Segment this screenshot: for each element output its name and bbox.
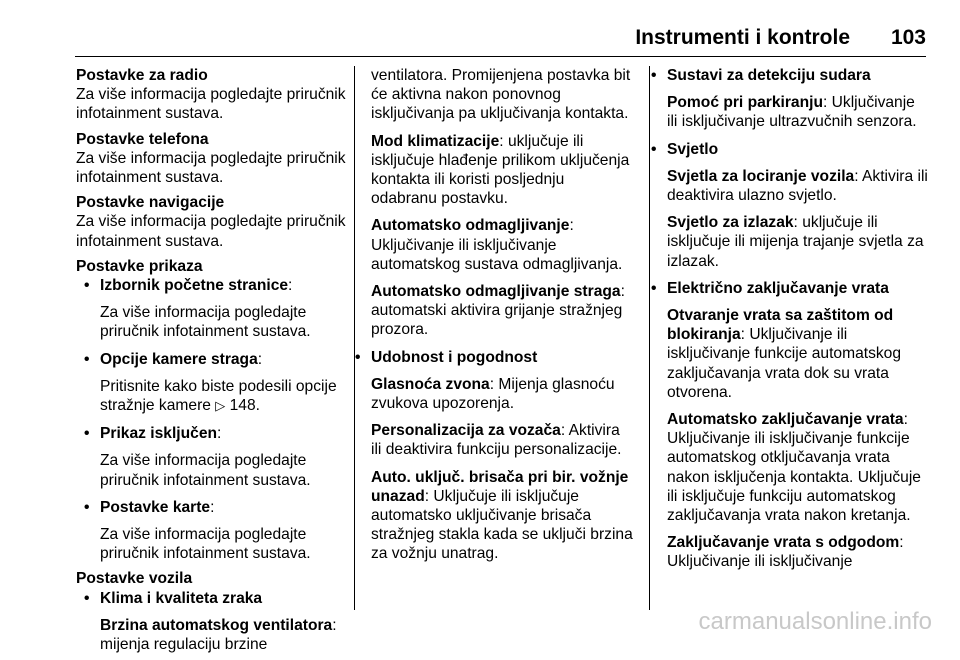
entry-term: Svjetla za lociranje vozila: [667, 167, 855, 185]
entry: Personalizacija za vozača: Aktivira ili deaktivira funkciju personalizacije.: [371, 422, 622, 459]
list-item: • Klima i kvaliteta zraka Brzina automatskog ventilatora: mijenja regulaciju brzine: [76, 589, 348, 655]
chapter-title: Instrumenti i kontrole: [635, 26, 850, 49]
entry: Automatsko odmagljivanje straga: automatski aktivira grijanje stražnjeg prozora.: [371, 283, 625, 339]
entry-text: Aktivira ili deaktivira funkciju personalizacije.: [371, 422, 622, 459]
entry-text: Uključuje ili isključuje automatsko uključivanje brisača stražnjeg stakla kada se uključi brzina za vožnju unatrag.: [371, 487, 633, 563]
entry: Automatsko zaključavanje vrata: Uključivanje ili isključivanje funkcije automatskog otključavanja vrata nakon isključenja kontakta. Uključuje ili isključuje funkciju automatskog zaključavanja vrata nakon kretanja.: [667, 411, 921, 525]
entry-text: Mijenja glasnoću zvukova upozorenja.: [371, 375, 615, 413]
entry: Glasnoća zvona: Mijenja glasnoću zvukova upozorenja.: [371, 375, 615, 413]
item-label: Prikaz isključen: [100, 425, 218, 443]
section-navigacija: [76, 193, 348, 251]
page-header: [0, 0, 960, 58]
section-text: Za više informacija pogledajte priručnik infotainment sustava.: [76, 86, 346, 123]
entry: Svjetla za lociranje vozila: Aktivira ili deaktivira ulazno svjetlo.: [667, 167, 928, 205]
page-ref-icon: ▷: [215, 399, 226, 415]
section-heading: Postavke vozila: [76, 570, 193, 588]
section-heading: Postavke za radio: [76, 67, 208, 84]
entry-text: Uključivanje ili isključivanje funkcije automatskog otključavanja vrata nakon isključenja kontakta. Uključuje ili isključuje funkciju automatskog zaključavanja vrata nakon kretanja.: [667, 430, 921, 525]
entry-text: Uključivanje ili isključivanje ultrazvučnih senzora.: [667, 94, 917, 131]
entry-text: automatski aktivira grijanje stražnjeg prozora.: [371, 302, 623, 339]
entry: Automatsko odmagljivanje: Uključivanje ili isključivanje automatskog sustava odmagljivanja.: [371, 217, 623, 273]
item-label: • Udobnost i pogodnost: [371, 348, 538, 366]
entry-term: Personalizacija za vozača: [371, 422, 561, 440]
entry: Pomoć pri parkiranju: Uključivanje ili isključivanje ultrazvučnih senzora.: [667, 94, 917, 131]
section-radio: [76, 66, 348, 124]
entry: Otvaranje vrata sa zaštitom od blokiranja: Uključivanje ili isključivanje funkcije automatskog zaključavanja vrata dok su vrata otvorena.: [667, 307, 902, 401]
entry-text: uključuje ili isključuje ili mijenja trajanje svjetla za izlazak.: [667, 214, 924, 270]
entry-term: Pomoć pri parkiranju: [667, 94, 823, 112]
item-term: Brzina automatskog ventilatora: [100, 616, 333, 634]
item-label: • Sustavi za detekciju sudara: [667, 67, 871, 84]
watermark: carmanualsonline.info: [698, 608, 932, 635]
entry-text: Uključivanje ili isključivanje: [667, 553, 853, 571]
entry-text: Uključivanje ili isključivanje automatskog sustava odmagljivanja.: [371, 236, 623, 273]
column-right: [667, 66, 929, 580]
entry-term: Zaključavanje vrata s odgodom: [667, 534, 900, 552]
page-number: 103: [890, 26, 926, 49]
entry-term: Automatsko odmagljivanje: [371, 217, 570, 235]
entry-term: Auto. uključ. brisača pri bir. vožnje unazad: [371, 468, 629, 505]
list-item: • Prikaz isključen: Za više informacija pogledajte priručnik infotainment sustava.: [76, 424, 348, 490]
item-text: Za više informacija pogledajte priručnik infotainment sustava.: [100, 526, 311, 563]
item-label: Izbornik početne stranice: [100, 277, 289, 295]
entry-term: Automatsko zaključavanje vrata: [667, 411, 904, 429]
section-heading: Postavke navigacije: [76, 194, 225, 212]
column-middle: [371, 66, 633, 572]
section-heading: Postavke telefona: [76, 130, 209, 148]
page-ref: 148.: [229, 397, 260, 415]
item-label: Postavke karte: [100, 498, 211, 516]
item-label: Opcije kamere straga: [100, 350, 258, 368]
list-item: [643, 140, 929, 271]
entry: Zaključavanje vrata s odgodom: Uključivanje ili isključivanje: [667, 534, 904, 571]
entry-text: Uključivanje ili isključivanje funkcije automatskog zaključavanja vrata dok su vrata otvorena.: [667, 326, 902, 401]
list-item: [347, 348, 633, 564]
list-item: • Postavke karte: Za više informacija pogledajte priručnik infotainment sustava.: [76, 498, 348, 564]
item-label: • Svjetlo: [667, 140, 719, 158]
header-rule: [75, 56, 926, 57]
item-text: Za više informacija pogledajte priručnik infotainment sustava.: [100, 304, 311, 341]
entry: Mod klimatizacije: uključuje ili isključuje hlađenje prilikom uključenja kontakta ili koristi posljednju odabranu postavku.: [371, 132, 630, 208]
entry-term: Glasnoća zvona: [371, 375, 490, 393]
entry: Auto. uključ. brisača pri bir. vožnje unazad: Uključuje ili isključuje automatsko uključivanje brisača stražnjeg stakla kada se uključi brzina za vožnju unatrag.: [371, 468, 633, 563]
section-text: Za više informacija pogledajte priručnik infotainment sustava.: [76, 149, 346, 187]
section-telefon: [76, 130, 348, 188]
item-text: mijenja regulaciju brzine: [100, 636, 268, 654]
section-heading: Postavke prikaza: [76, 257, 203, 275]
entry-text: Aktivira ili deaktivira ulazno svjetlo.: [667, 167, 928, 205]
entry-term: Automatsko odmagljivanje straga: [371, 283, 621, 301]
item-label: • Električno zaključavanje vrata: [667, 279, 889, 297]
entry: Svjetlo za izlazak: uključuje ili isključuje ili mijenja trajanje svjetla za izlazak.: [667, 214, 924, 270]
list-item: • Opcije kamere straga: Pritisnite kako biste podesili opcije stražnje kamere ▷ 148.: [76, 350, 348, 417]
entry-term: Svjetlo za izlazak: [667, 214, 794, 232]
continued-text: ventilatora. Promijenjena postavka bit će aktivna nakon ponovnog isključivanja pa uključivanja kontakta.: [371, 67, 631, 123]
column-left: [76, 66, 348, 660]
item-text: Pritisnite kako biste podesili opcije stražnje kamere: [100, 377, 337, 415]
entry-text: uključuje ili isključuje hlađenje prilikom uključenja kontakta ili koristi posljednju odabranu postavku.: [371, 132, 630, 208]
section-prikaz: [76, 257, 348, 564]
section-text: Za više informacija pogledajte priručnik infotainment sustava.: [76, 213, 346, 250]
item-text: Za više informacija pogledajte priručnik infotainment sustava.: [100, 452, 311, 489]
entry-term: Otvaranje vrata sa zaštitom od blokiranja: [667, 307, 894, 344]
list-item: [643, 66, 929, 132]
entry-term: Mod klimatizacije: [371, 132, 500, 150]
list-item: [643, 279, 929, 572]
list-item: • Izbornik početne stranice: Za više informacija pogledajte priručnik infotainment sustava.: [76, 276, 348, 342]
item-label: • Klima i kvaliteta zraka: [100, 589, 263, 607]
